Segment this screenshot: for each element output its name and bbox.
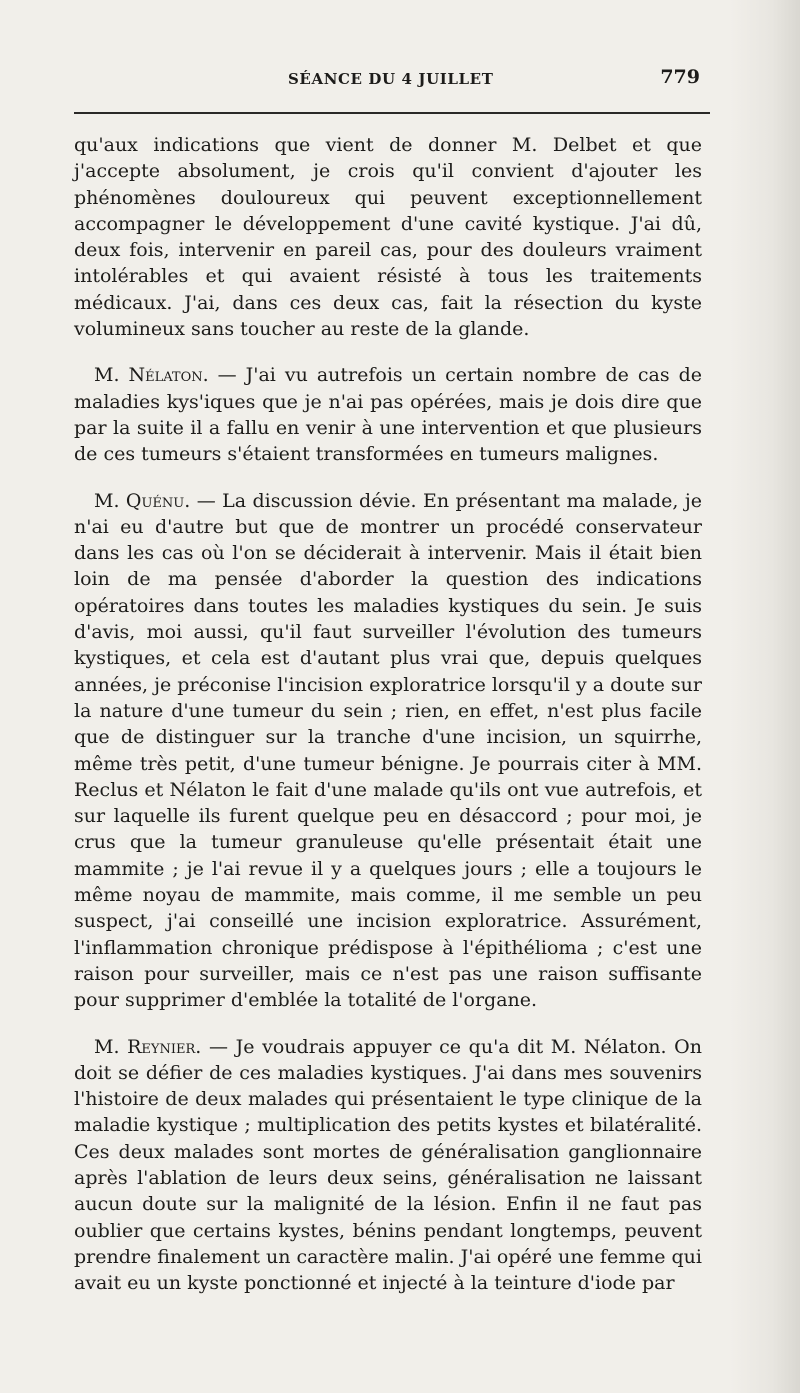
speaker-name: M. Nélaton. xyxy=(94,364,209,387)
paragraph-nelaton xyxy=(74,362,702,467)
paragraph-text: qu'aux indications que vient de donner M. Delbet et que j'accepte absolument, je crois qu'il convient d'ajouter les phénomènes douloureux qui peuvent exceptionnellement accompagner le développement d'une cavité kystique. J'ai dû, deux fois, intervenir en pareil cas, pour des douleurs vraiment intolérables et qui avaient résisté à tous les traitements médicaux. J'ai, dans ces deux cas, fait la résection du kyste volumineux sans toucher au reste de la glande. xyxy=(74,134,702,341)
page-number: 779 xyxy=(660,66,700,88)
speaker-name: M. Reynier. xyxy=(94,1035,202,1058)
paragraph-continuation xyxy=(74,132,702,342)
speaker-name: M. Quénu. xyxy=(94,489,191,512)
header-rule xyxy=(74,112,710,114)
running-title: SÉANCE DU 4 JUILLET xyxy=(288,70,494,88)
paragraph-text: — Je voudrais appuyer ce qu'a dit M. Nélaton. On doit se défier de ces maladies kystiques. J'ai dans mes souvenirs l'histoire de deux malades qui présentaient le type clinique de la maladie kystique ; multiplication des petits kystes et bilatéralité. Ces deux malades sont mortes de généralisation ganglionnaire après l'ablation de leurs deux seins, généralisation ne laissant aucun doute sur la malignité de la lésion. Enfin il ne faut pas oublier que certains kystes, bénins pendant longtemps, peuvent prendre finalement un caractère malin. J'ai opéré une femme qui avait eu un kyste ponctionné et injecté à la teinture d'iode par xyxy=(74,1035,702,1295)
page-body xyxy=(74,132,702,1296)
paragraph-text: — La discussion dévie. En présentant ma malade, je n'ai eu d'autre but que de montrer un procédé conservateur dans les cas où l'on se déciderait à intervenir. Mais il était bien loin de ma pensée d'aborder la question des indications opératoires dans toutes les maladies kystiques du sein. Je suis d'avis, moi aussi, qu'il faut surveiller l'évolution des tumeurs kystiques, et cela est d'autant plus vrai que, depuis quelques années, je préconise l'incision exploratrice lorsqu'il y a doute sur la nature d'une tumeur du sein ; rien, en effet, n'est plus facile que de distinguer sur la tranche d'une incision, un squirrhe, même très petit, d'une tumeur bénigne. Je pourrais citer à MM. Reclus et Nélaton le fait d'une malade qu'ils ont vue autrefois, et sur laquelle ils furent quelque peu en désaccord ; pour moi, je crus que la tumeur granuleuse qu'elle présentait était une mammite ; je l'ai revue il y a quelques jours ; elle a toujours le même noyau de mammite, mais comme, il me semble un peu suspect, j'ai conseillé une incision exploratrice. Assurément, l'inflammation chronique prédispose à l'épithélioma ; c'est une raison pour surveiller, mais ce n'est pas une raison suffisante pour supprimer d'emblée la totalité de l'organe. xyxy=(74,489,702,1012)
paragraph-quenu xyxy=(74,488,702,1014)
paragraph-reynier xyxy=(74,1034,702,1297)
page-edge-shading xyxy=(730,0,800,1393)
page-header xyxy=(74,66,702,92)
paragraph-text: — J'ai vu autrefois un certain nombre de cas de maladies kys'iques que je n'ai pas opérées, mais je dois dire que par la suite il a fallu en venir à une intervention et que plusieurs de ces tumeurs s'étaient transformées en tumeurs malignes. xyxy=(74,364,702,466)
